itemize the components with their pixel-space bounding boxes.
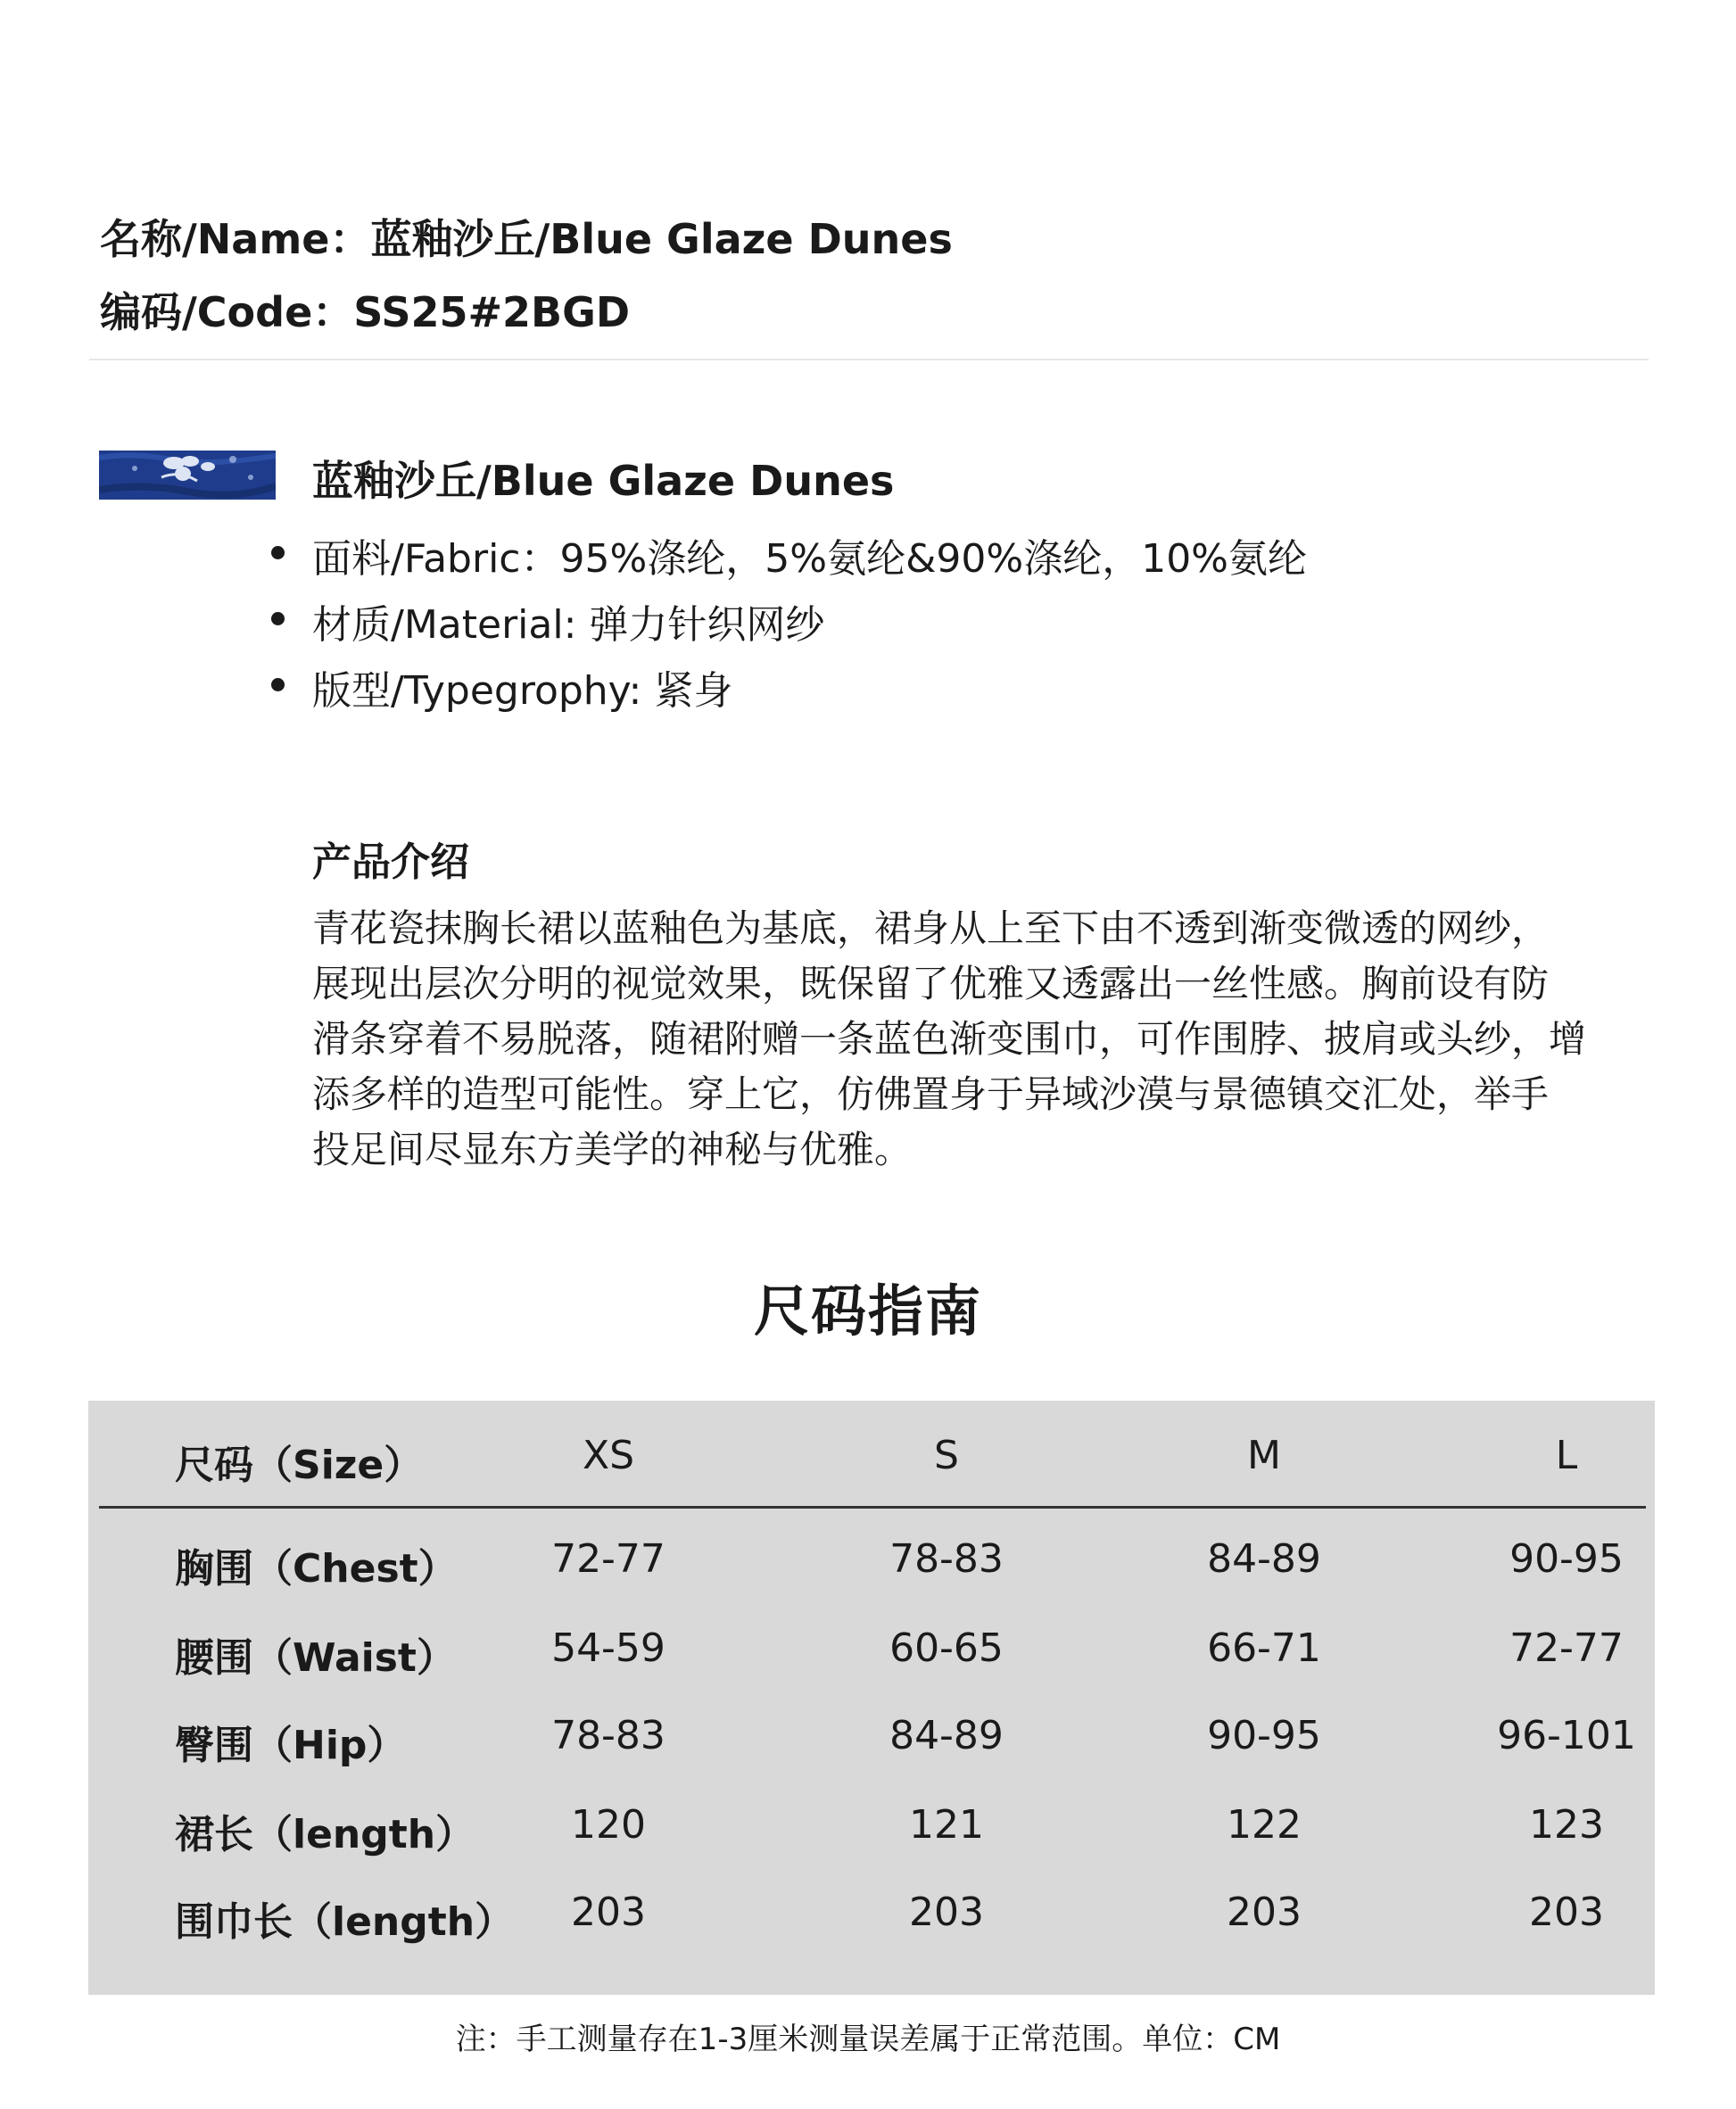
table-cell: 203	[571, 1890, 646, 1935]
table-cell: 96-101	[1497, 1713, 1636, 1758]
table-cell: 90-95	[1207, 1713, 1321, 1758]
row-label-dress-length: 裙长（length）	[175, 1812, 475, 1857]
table-cell: 54-59	[551, 1625, 665, 1671]
table-cell: 78-83	[551, 1713, 665, 1758]
table-cell: 121	[909, 1802, 984, 1848]
table-cell: 122	[1227, 1802, 1302, 1848]
table-cell: 66-71	[1207, 1625, 1321, 1671]
fabric-swatch-image	[99, 451, 276, 500]
row-label-waist: 腰围（Waist）	[175, 1635, 456, 1681]
product-name-line: 名称/Name：蓝釉沙丘/Blue Glaze Dunes	[100, 215, 953, 263]
table-cell: 203	[1529, 1890, 1604, 1935]
product-title: 蓝釉沙丘/Blue Glaze Dunes	[312, 457, 895, 505]
spec-text: 版型/Typegrophy: 紧身	[312, 668, 733, 714]
measurement-note: 注：手工测量存在1-3厘米测量误差属于正常范围。单位：CM	[455, 2022, 1281, 2057]
bullet-icon	[271, 546, 285, 559]
size-xs-header: XS	[582, 1433, 635, 1478]
intro-line: 展现出层次分明的视觉效果，既保留了优雅又透露出一丝性感。胸前设有防	[312, 962, 1550, 1005]
table-cell: 90-95	[1509, 1536, 1624, 1582]
intro-line: 青花瓷抹胸长裙以蓝釉色为基底，裙身从上至下由不透到渐变微透的网纱，	[312, 906, 1550, 950]
intro-heading: 产品介绍	[312, 839, 469, 885]
bullet-icon	[271, 612, 285, 625]
size-l-header: L	[1555, 1433, 1578, 1478]
size-table	[88, 1401, 1655, 1995]
table-cell: 72-77	[1509, 1625, 1624, 1671]
size-header-label: 尺码（Size）	[175, 1443, 424, 1488]
table-cell: 203	[909, 1890, 984, 1935]
intro-paragraph	[312, 901, 1650, 1178]
table-cell: 120	[571, 1802, 646, 1848]
table-cell: 78-83	[889, 1536, 1004, 1582]
size-guide-title: 尺码指南	[753, 1278, 982, 1344]
spec-text: 面料/Fabric：95%涤纶，5%氨纶&90%涤纶，10%氨纶	[312, 536, 1307, 582]
table-header-divider	[99, 1506, 1646, 1509]
intro-line: 添多样的造型可能性。穿上它，仿佛置身于异域沙漠与景德镇交汇处，举手	[312, 1072, 1550, 1116]
bullet-icon	[271, 678, 285, 691]
table-cell: 203	[1227, 1890, 1302, 1935]
table-cell: 60-65	[889, 1625, 1004, 1671]
spec-item-fabric	[268, 526, 1307, 592]
row-label-hip: 臀围（Hip）	[175, 1723, 407, 1768]
table-cell: 123	[1529, 1802, 1604, 1848]
spec-list	[268, 526, 1307, 724]
table-cell: 84-89	[1207, 1536, 1321, 1582]
intro-line: 滑条穿着不易脱落，随裙附赠一条蓝色渐变围巾，可作围脖、披肩或头纱，增	[312, 1017, 1587, 1061]
row-label-scarf-length: 围巾长（length）	[175, 1899, 515, 1945]
intro-line: 投足间尽显东方美学的神秘与优雅。	[312, 1128, 913, 1171]
size-s-header: S	[934, 1433, 959, 1478]
size-m-header: M	[1247, 1433, 1281, 1478]
product-code-line: 编码/Code：SS25#2BGD	[100, 288, 631, 336]
spec-text: 材质/Material: 弹力针织网纱	[312, 602, 825, 648]
row-label-chest: 胸围（Chest）	[175, 1546, 458, 1592]
spec-item-fit	[268, 658, 1307, 724]
porcelain-pattern-icon	[99, 451, 276, 500]
spec-item-material	[268, 592, 1307, 658]
table-cell: 84-89	[889, 1713, 1004, 1758]
header-divider	[89, 359, 1649, 360]
table-cell: 72-77	[551, 1536, 665, 1582]
